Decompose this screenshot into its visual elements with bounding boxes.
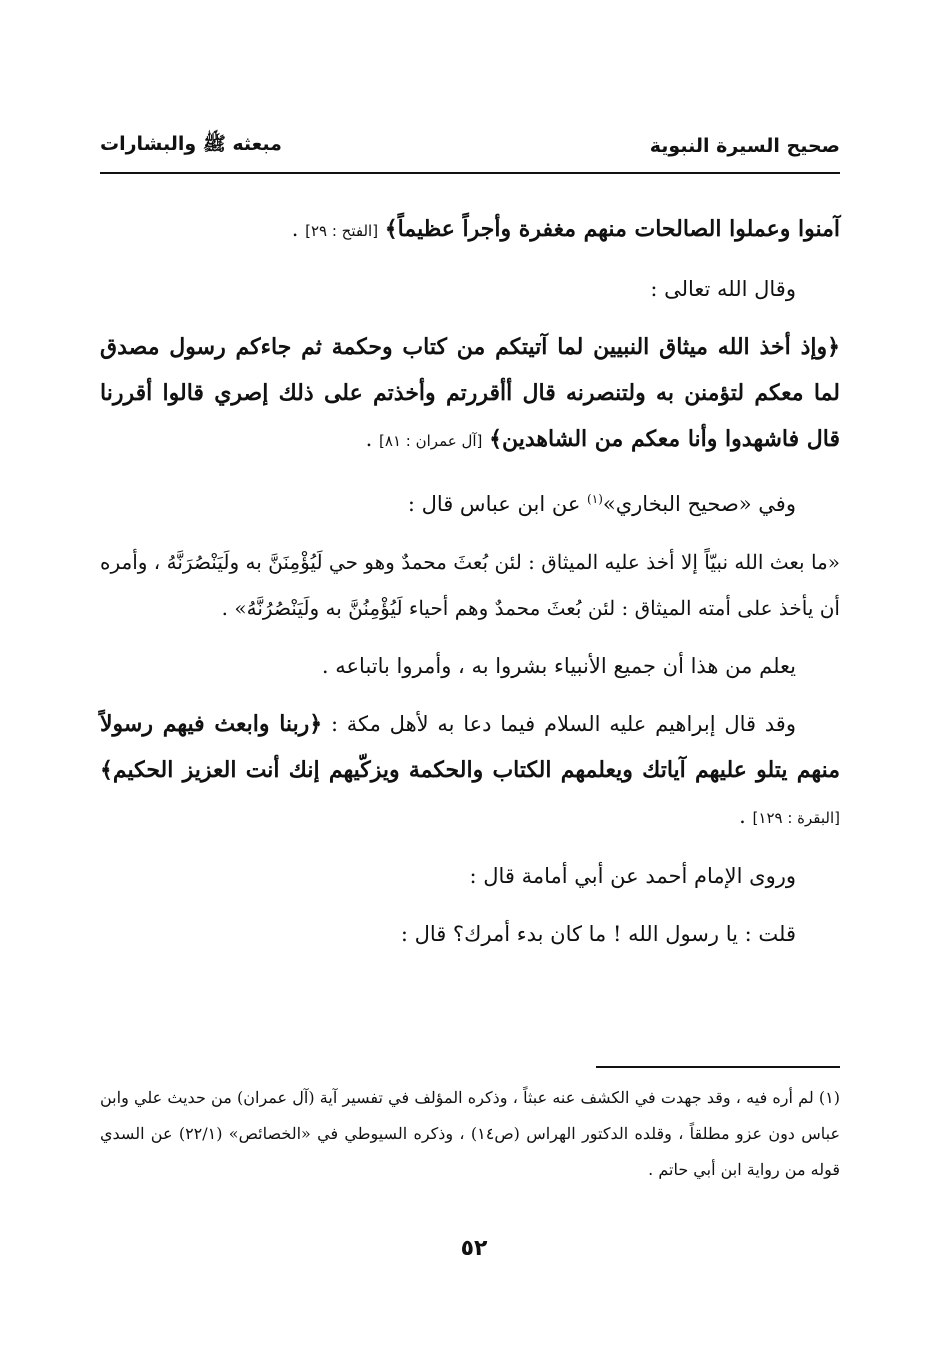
paragraph-8: وروى الإمام أحمد عن أبي أمامة قال : — [469, 864, 796, 888]
footnote-marker: (١) — [587, 492, 603, 506]
paragraph-6: يعلم من هذا أن جميع الأنبياء بشروا به ، وأمروا باتباعه . — [321, 654, 796, 678]
paragraph-1: آمنوا وعملوا الصالحات منهم مغفرة وأجراً عظيماً﴾ [الفتح : ٢٩] . — [291, 216, 840, 242]
quran-verse: ﴿ربنا وابعث فيهم رسولاً منهم يتلو عليهم آياتك ويعلمهم الكتاب والحكمة ويزكّيهم إنك أنت العزيز الحكيم﴾ — [100, 711, 840, 783]
footnote-text: (١) لم أره فيه ، وقد جهدت في الكشف عنه عبثاً ، وذكره المؤلف في تفسير آية (آل عمران) من حديث علي وابن عباس دون عزو مطلقاً ، وقلده الدكتور الهراس (ص١٤) ، وذكره السيوطي في «الخصائص» (٢٢/١) عن السدي قوله من رواية ابن أبي حاتم . — [100, 1088, 840, 1179]
chapter-title: مبعثه ﷺ والبشارات — [100, 133, 282, 155]
paragraph-3: ﴿وإذ أخذ الله ميثاق النبيين لما آتيتكم من كتاب وحكمة ثم جاءكم رسول مصدق لما معكم لتؤمنن به ولتنصرنه قال أأقررتم وأخذتم على ذلك إصري قالوا أقررنا قال فاشهدوا وأنا معكم من الشاهدين﴾ [آل عمران : ٨١] . — [100, 334, 840, 452]
paragraph-4: وفي «صحيح البخاري»$^{(١)}$ عن ابن عباس قال : — [407, 492, 796, 516]
hadith-text: «ما بعث الله نبيّاً إلا أخذ عليه الميثاق : لئن بُعثَ محمدٌ وهو حي لَيُؤْمِنَنَّ به ولَيَنْصُرَنَّهُ ، وأمره أن يأخذ على أمته الميثاق : لئن بُعثَ محمدٌ وهم أحياء لَيُؤْمِنُنَّ به ولَيَنْصُرُنَّهُ» . — [100, 550, 840, 620]
footnote-rule — [596, 1066, 840, 1068]
running-header — [100, 128, 840, 164]
page-number: ٥٢ — [460, 1236, 488, 1261]
quran-verse: آمنوا وعملوا الصالحات منهم مغفرة وأجراً عظيماً﴾ — [384, 216, 840, 242]
footnote — [100, 1080, 840, 1188]
verse-reference: [البقرة : ١٢٩] — [752, 809, 840, 827]
verse-reference: [آل عمران : ٨١] — [379, 432, 483, 450]
main-text — [100, 206, 840, 969]
book-title: صحيح السيرة النبوية — [649, 135, 840, 157]
quran-verse: ﴿وإذ أخذ الله ميثاق النبيين لما آتيتكم من كتاب وحكمة ثم جاءكم رسول مصدق لما معكم لتؤمنن به ولتنصرنه قال أأقررتم وأخذتم على ذلك إصري قالوا أقررنا قال فاشهدوا وأنا معكم من الشاهدين﴾ — [100, 334, 840, 452]
paragraph-2: وقال الله تعالى : — [650, 277, 796, 301]
verse-reference: [الفتح : ٢٩] — [305, 222, 379, 240]
header-rule — [100, 172, 840, 174]
paragraph-7: وقد قال إبراهيم عليه السلام فيما دعا به لأهل مكة : ﴿ربنا وابعث فيهم رسولاً منهم يتلو عليهم آياتك ويعلمهم الكتاب والحكمة ويزكّيهم إنك أنت العزيز الحكيم﴾ [البقرة : ١٢٩] . — [100, 711, 840, 828]
paragraph-9: قلت : يا رسول الله ! ما كان بدء أمرك؟ قال : — [400, 922, 796, 946]
